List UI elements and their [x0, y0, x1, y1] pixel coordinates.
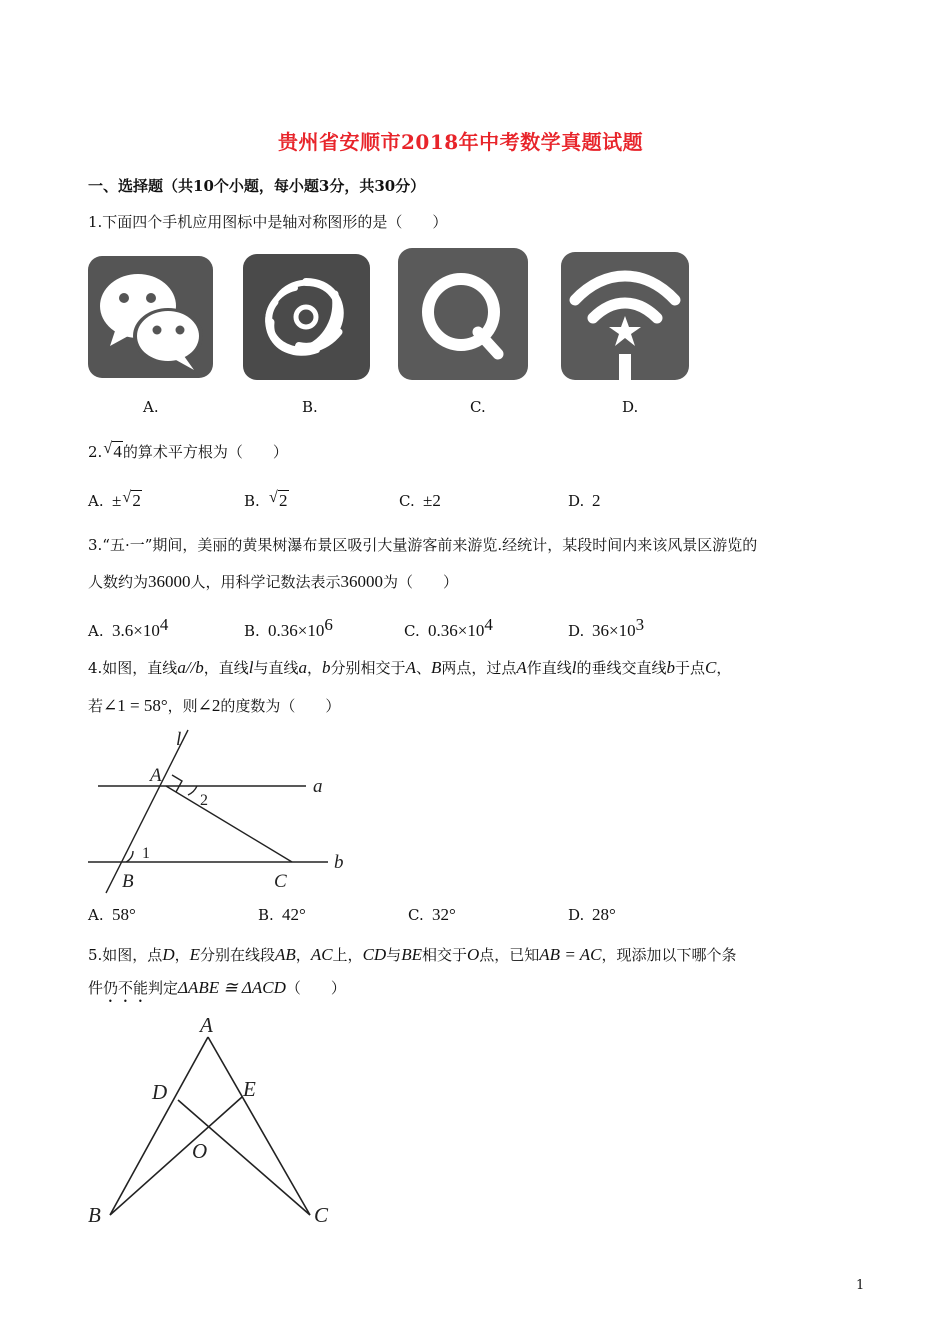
question-5-line2: 件仍不能判定ΔABE ≅ ΔACD（ ）: [88, 978, 346, 997]
right-angle-mark: [172, 775, 182, 792]
option-label-c: C.: [470, 398, 486, 416]
label-E: E: [243, 1077, 256, 1101]
angle-2-arc: [188, 786, 197, 795]
q4-option-a: A. 58°: [88, 905, 136, 924]
option-label-b: B.: [302, 398, 318, 416]
wechat-icon: [88, 256, 213, 378]
label-C: C: [274, 871, 287, 892]
label-B: B: [122, 871, 134, 892]
sqrt-symbol: √ 4: [103, 440, 122, 461]
question-4-line2: 若∠1 = 58°，则∠2的度数为（ ）: [88, 696, 341, 715]
q2-option-d: D. 2: [568, 491, 601, 510]
emphasis-text: 仍不能: [103, 979, 149, 997]
line-ac: [166, 786, 292, 862]
q3-option-d: D. $36\times 10^3$: [568, 615, 645, 640]
label-B: B: [88, 1203, 101, 1227]
q4-option-d: D. 28°: [568, 905, 616, 924]
label-angle-2: 2: [200, 792, 208, 809]
phoenix-swirl-icon: [243, 254, 370, 380]
q4-option-b: B. 42°: [258, 905, 306, 924]
label-A: A: [200, 1015, 213, 1037]
label-A: A: [150, 765, 162, 786]
line-l: [106, 730, 188, 893]
label-D: D: [152, 1080, 168, 1104]
q2-stem: 的算术平方根为（ ）: [122, 443, 288, 461]
q5-figure: [80, 1015, 360, 1230]
segment-ab: [110, 1037, 208, 1215]
question-1-text: 1.下面四个手机应用图标中是轴对称图形的是（ ）: [88, 213, 448, 231]
q2-option-b: B. √ 2: [244, 489, 288, 510]
question-5-line1: 5.如图，点D，E分别在线段AB，AC上，CD与BE相交于O点，已知AB = AC，现添加以下哪个条: [88, 945, 737, 964]
q4-figure: [80, 725, 370, 900]
wifi-star-icon: [561, 252, 689, 380]
segment-ac: [208, 1037, 310, 1215]
label-C: C: [314, 1203, 329, 1227]
q-letter-icon: [398, 248, 528, 380]
label-b: b: [334, 852, 344, 873]
question-3-line1: 3.“五·一”期间，美丽的黄果树瀑布景区吸引大量游客前来游览.经统计，某段时间内来该风景区游览的: [88, 536, 758, 554]
label-l: l: [176, 729, 182, 750]
q3-option-b: B. $0.36\times 10^6$: [244, 615, 333, 640]
q2-radicand: 4: [113, 442, 122, 461]
page-title: 贵州省安顺市2018年中考数学真题试题: [278, 130, 644, 154]
option-label-a: A.: [143, 398, 159, 416]
q2-option-c: C. ±2: [399, 491, 441, 510]
question-2-text: [88, 441, 288, 462]
label-a: a: [313, 776, 323, 797]
option-label-d: D.: [622, 398, 639, 416]
question-4-line1: 4.如图，直线a//b，直线l与直线a，b分别相交于A、B两点，过点A作直线l的垂线交直线b于点C，: [88, 658, 732, 677]
page-number: 1: [856, 1278, 865, 1293]
question-3-line2: 人数约为36000人，用科学记数法表示36000为（ ）: [88, 572, 459, 591]
label-angle-1: 1: [142, 845, 150, 862]
q3-option-c: C. $0.36\times 10^4$: [404, 615, 493, 640]
q2-number: 2.: [88, 443, 103, 461]
section-heading: 一、选择题（共10个小题，每小题3分，共30分）: [88, 177, 426, 195]
segment-be: [110, 1097, 242, 1215]
label-O: O: [192, 1139, 208, 1163]
q3-option-a: A. $3.6\times 10^4$: [88, 615, 169, 640]
q2-option-a: A. ± √ 2: [88, 489, 141, 510]
q4-option-c: C. 32°: [408, 905, 456, 924]
